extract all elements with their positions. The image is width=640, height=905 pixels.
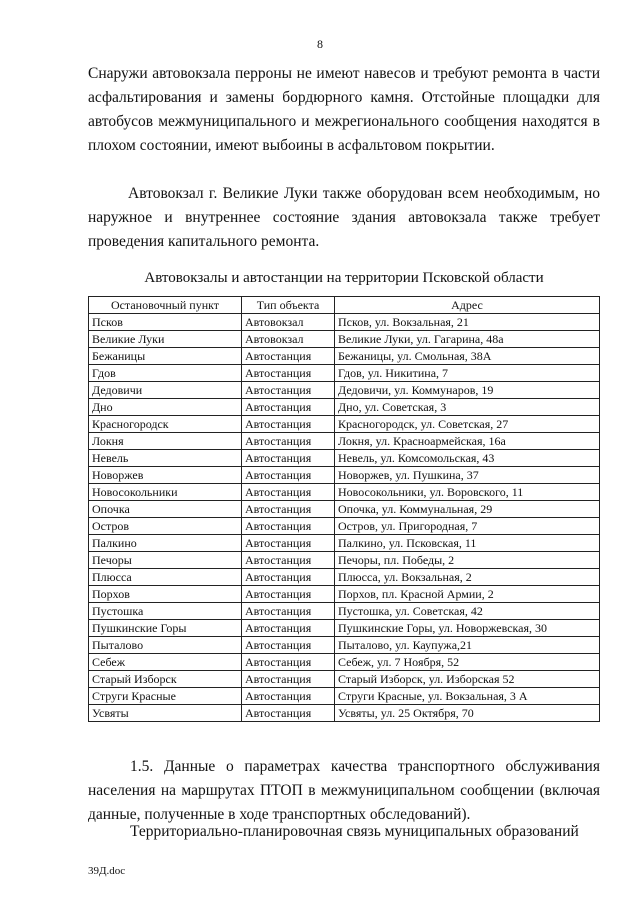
- cell-address: Гдов, ул. Никитина, 7: [335, 365, 600, 382]
- paragraph-platforms: Снаружи автовокзала перроны не имеют навесов и требуют ремонта в части асфальтирования и замены бордюрного камня. Отстойные площадки для автобусов межмуниципального и межрегионального сообщения находятся в плохом состоянии, имеют выбоины в асфальтовом покрытии.: [88, 65, 600, 154]
- cell-address: Псков, ул. Вокзальная, 21: [335, 314, 600, 331]
- page-number: 8: [317, 37, 323, 51]
- cell-stop-point: Красногородск: [89, 416, 242, 433]
- cell-stop-point: Опочка: [89, 501, 242, 518]
- cell-address: Печоры, пл. Победы, 2: [335, 552, 600, 569]
- cell-object-type: Автовокзал: [242, 314, 335, 331]
- cell-object-type: Автостанция: [242, 484, 335, 501]
- table-row: [89, 467, 600, 484]
- cell-object-type: Автостанция: [242, 518, 335, 535]
- cell-object-type: Автостанция: [242, 467, 335, 484]
- cell-stop-point: Гдов: [89, 365, 242, 382]
- table-caption: Автовокзалы и автостанции на территории Псковской области: [144, 270, 544, 286]
- cell-address: Дедовичи, ул. Коммунаров, 19: [335, 382, 600, 399]
- cell-object-type: Автостанция: [242, 586, 335, 603]
- table-row: [89, 654, 600, 671]
- cell-object-type: Автостанция: [242, 382, 335, 399]
- cell-object-type: Автостанция: [242, 433, 335, 450]
- cell-object-type: Автостанция: [242, 620, 335, 637]
- footer-filename: 39Д.doc: [88, 865, 126, 877]
- table-row: [89, 620, 600, 637]
- table-row: [89, 705, 600, 722]
- cell-stop-point: Пыталово: [89, 637, 242, 654]
- cell-object-type: Автостанция: [242, 654, 335, 671]
- cell-object-type: Автостанция: [242, 416, 335, 433]
- cell-stop-point: Новоржев: [89, 467, 242, 484]
- cell-stop-point: Усвяты: [89, 705, 242, 722]
- cell-stop-point: Великие Луки: [89, 331, 242, 348]
- paragraph-section-1-5: 1.5. Данные о параметрах качества транспортного обслуживания населения на маршрутах ПТОП в межмуниципальном сообщении (включая данные, полученные в ходе транспортных обследований).: [88, 758, 600, 823]
- paragraph-territorial: Территориально-планировочная связь муниципальных образований: [130, 823, 579, 840]
- cell-address: Палкино, ул. Псковская, 11: [335, 535, 600, 552]
- table-row: [89, 501, 600, 518]
- cell-address: Плюсса, ул. Вокзальная, 2: [335, 569, 600, 586]
- table-row: [89, 637, 600, 654]
- cell-address: Невель, ул. Комсомольская, 43: [335, 450, 600, 467]
- cell-address: Пыталово, ул. Каупужа,21: [335, 637, 600, 654]
- header-object-type: Тип объекта: [242, 297, 335, 314]
- table-row: [89, 586, 600, 603]
- cell-address: Себеж, ул. 7 Ноября, 52: [335, 654, 600, 671]
- cell-address: Великие Луки, ул. Гагарина, 48а: [335, 331, 600, 348]
- cell-stop-point: Себеж: [89, 654, 242, 671]
- cell-stop-point: Новосокольники: [89, 484, 242, 501]
- cell-stop-point: Порхов: [89, 586, 242, 603]
- table-row: [89, 450, 600, 467]
- table-row: [89, 552, 600, 569]
- table-row: [89, 603, 600, 620]
- table-row: [89, 484, 600, 501]
- cell-object-type: Автостанция: [242, 399, 335, 416]
- table-row: [89, 382, 600, 399]
- bus-stations-table: [88, 296, 600, 722]
- cell-address: Пушкинские Горы, ул. Новоржевская, 30: [335, 620, 600, 637]
- cell-object-type: Автостанция: [242, 535, 335, 552]
- cell-stop-point: Бежаницы: [89, 348, 242, 365]
- cell-stop-point: Пустошка: [89, 603, 242, 620]
- cell-object-type: Автостанция: [242, 671, 335, 688]
- cell-object-type: Автостанция: [242, 688, 335, 705]
- cell-object-type: Автостанция: [242, 705, 335, 722]
- cell-address: Новоржев, ул. Пушкина, 37: [335, 467, 600, 484]
- cell-object-type: Автостанция: [242, 348, 335, 365]
- cell-address: Пустошка, ул. Советская, 42: [335, 603, 600, 620]
- cell-stop-point: Невель: [89, 450, 242, 467]
- cell-address: Старый Изборск, ул. Изборская 52: [335, 671, 600, 688]
- table-row: [89, 671, 600, 688]
- table-row: [89, 348, 600, 365]
- cell-address: Красногородск, ул. Советская, 27: [335, 416, 600, 433]
- header-stop-point: Остановочный пункт: [89, 297, 242, 314]
- header-address: Адрес: [335, 297, 600, 314]
- cell-stop-point: Струги Красные: [89, 688, 242, 705]
- table-row: [89, 569, 600, 586]
- cell-address: Струги Красные, ул. Вокзальная, 3 А: [335, 688, 600, 705]
- cell-stop-point: Пушкинские Горы: [89, 620, 242, 637]
- cell-address: Дно, ул. Советская, 3: [335, 399, 600, 416]
- cell-address: Опочка, ул. Коммунальная, 29: [335, 501, 600, 518]
- cell-stop-point: Псков: [89, 314, 242, 331]
- table-row: [89, 416, 600, 433]
- table-row: [89, 314, 600, 331]
- cell-address: Новосокольники, ул. Воровского, 11: [335, 484, 600, 501]
- cell-object-type: Автостанция: [242, 365, 335, 382]
- cell-address: Усвяты, ул. 25 Октября, 70: [335, 705, 600, 722]
- paragraph-velikie-luki: Автовокзал г. Великие Луки также оборудован всем необходимым, но наружное и внутреннее состояние здания автовокзала также требует проведения капитального ремонта.: [88, 185, 600, 250]
- table-row: [89, 365, 600, 382]
- cell-stop-point: Остров: [89, 518, 242, 535]
- cell-object-type: Автостанция: [242, 637, 335, 654]
- table-row: [89, 518, 600, 535]
- table-row: [89, 399, 600, 416]
- cell-address: Бежаницы, ул. Смольная, 38А: [335, 348, 600, 365]
- cell-address: Порхов, пл. Красной Армии, 2: [335, 586, 600, 603]
- cell-object-type: Автостанция: [242, 569, 335, 586]
- cell-stop-point: Дно: [89, 399, 242, 416]
- table-header-row: [89, 297, 600, 314]
- cell-address: Локня, ул. Красноармейская, 16а: [335, 433, 600, 450]
- cell-address: Остров, ул. Пригородная, 7: [335, 518, 600, 535]
- cell-stop-point: Старый Изборск: [89, 671, 242, 688]
- cell-object-type: Автостанция: [242, 501, 335, 518]
- cell-object-type: Автостанция: [242, 450, 335, 467]
- cell-stop-point: Дедовичи: [89, 382, 242, 399]
- table-row: [89, 331, 600, 348]
- cell-object-type: Автостанция: [242, 603, 335, 620]
- table-row: [89, 535, 600, 552]
- table-row: [89, 688, 600, 705]
- cell-stop-point: Локня: [89, 433, 242, 450]
- cell-stop-point: Печоры: [89, 552, 242, 569]
- cell-object-type: Автостанция: [242, 552, 335, 569]
- cell-stop-point: Палкино: [89, 535, 242, 552]
- cell-stop-point: Плюсса: [89, 569, 242, 586]
- table-row: [89, 433, 600, 450]
- cell-object-type: Автовокзал: [242, 331, 335, 348]
- table-body: [89, 314, 600, 722]
